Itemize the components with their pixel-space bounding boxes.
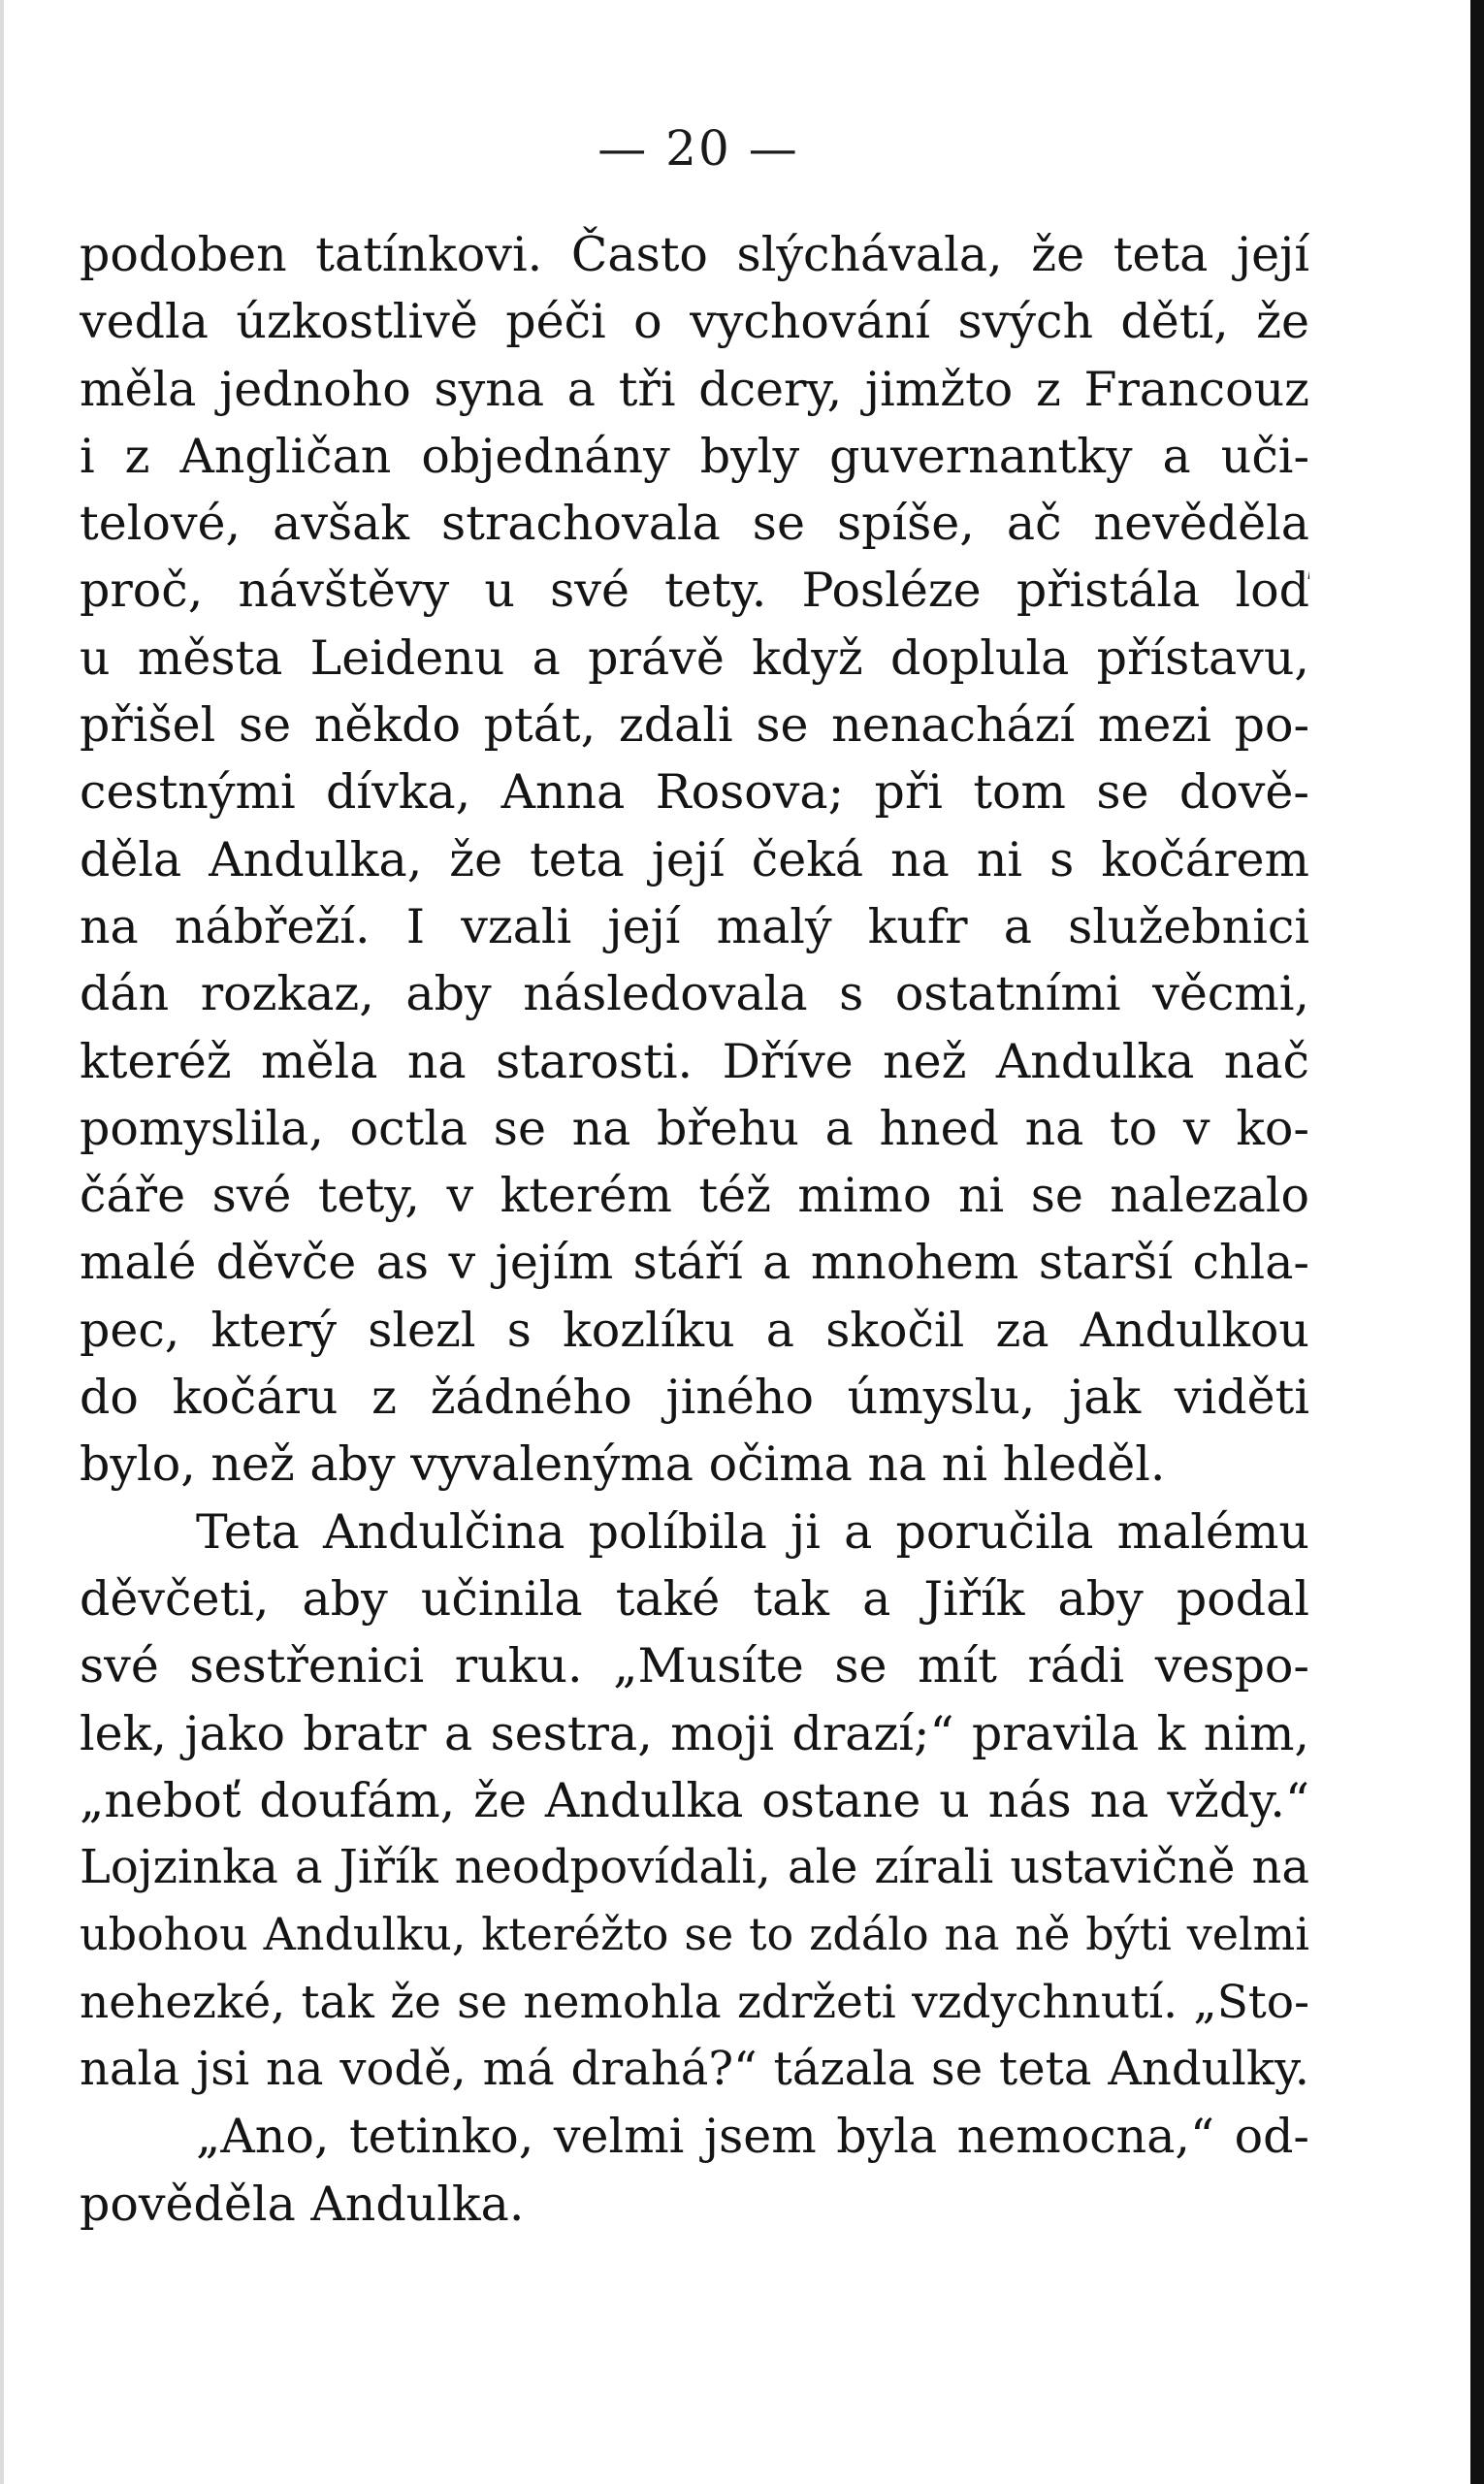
text-line: „Ano, tetinko, velmi jsem byla nemocna,“ od- bbox=[196, 2109, 1309, 2165]
text-line: „neboť doufám, že Andulka ostane u nás na vždy.“ bbox=[80, 1772, 1309, 1828]
text-line: čáře své tety, v kterém též mimo ni se nalezalo bbox=[80, 1168, 1309, 1224]
text-line: kteréž měla na starosti. Dříve než Andulka nač bbox=[80, 1033, 1309, 1089]
page-left-edge bbox=[0, 0, 4, 2484]
page-number: — 20 — bbox=[597, 120, 799, 177]
text-line: lek, jako bratr a sestra, moji drazí;“ pravila k nim, bbox=[80, 1705, 1309, 1761]
text-line: pec, který slezl s kozlíku a skočil za Andulkou bbox=[80, 1302, 1309, 1358]
text-line: pověděla Andulka. bbox=[80, 2176, 525, 2232]
text-line: přišel se někdo ptát, zdali se nenachází mezi po- bbox=[80, 697, 1309, 754]
text-line: podoben tatínkovi. Často slýchávala, že teta její bbox=[80, 227, 1309, 282]
text-line: své sestřenici ruku. „Musíte se mít rádi vespo- bbox=[80, 1638, 1309, 1694]
text-line: ubohou Andulku, kteréžto se to zdálo na ně býti velmi bbox=[80, 1908, 1309, 1961]
body-text bbox=[80, 221, 1309, 2238]
text-line: pomyslila, octla se na břehu a hned na to v ko- bbox=[80, 1100, 1309, 1156]
text-line: telové, avšak strachovala se spíše, ač nevěděla bbox=[80, 496, 1309, 552]
text-line: cestnými dívka, Anna Rosova; při tom se dově- bbox=[80, 764, 1309, 821]
text-line: na nábřeží. I vzali její malý kufr a služebnici bbox=[80, 898, 1309, 954]
text-line: Teta Andulčina políbila ji a poručila malému bbox=[196, 1503, 1309, 1560]
text-line: děvčeti, aby učinila také tak a Jiřík aby podal bbox=[80, 1570, 1309, 1627]
text-line: nehezké, tak že se nemohla zdržeti vzdychnutí. „Sto- bbox=[80, 1975, 1309, 2029]
text-line: vedla úzkostlivě péči o vychování svých dětí, že bbox=[80, 294, 1309, 350]
text-line: malé děvče as v jejím stáří a mnohem starší chla- bbox=[80, 1235, 1309, 1291]
text-line: do kočáru z žádného jiného úmyslu, jak viděti bbox=[80, 1370, 1309, 1426]
text-line: děla Andulka, že teta její čeká na ni s kočárem bbox=[80, 831, 1309, 887]
text-line: dán rozkaz, aby následovala s ostatními věcmi, bbox=[80, 966, 1309, 1022]
text-line: Lojzinka a Jiřík neodpovídali, ale zírali ustavičně na bbox=[80, 1840, 1309, 1895]
text-line: i z Angličan objednány byly guvernantky a uči- bbox=[80, 428, 1309, 484]
page-right-edge bbox=[1470, 0, 1484, 2484]
text-line: proč, návštěvy u své tety. Posléze přistála loď bbox=[80, 563, 1309, 619]
text-line: bylo, než aby vyvalenýma očima na ni hleděl. bbox=[80, 1436, 1166, 1493]
text-line: měla jednoho syna a tři dcery, jimžto z Francouz bbox=[80, 361, 1309, 417]
text-line: nala jsi na vodě, má drahá?“ tázala se teta Andulky. bbox=[80, 2042, 1309, 2097]
text-line: u města Leidenu a právě když doplula přístavu, bbox=[80, 629, 1309, 686]
